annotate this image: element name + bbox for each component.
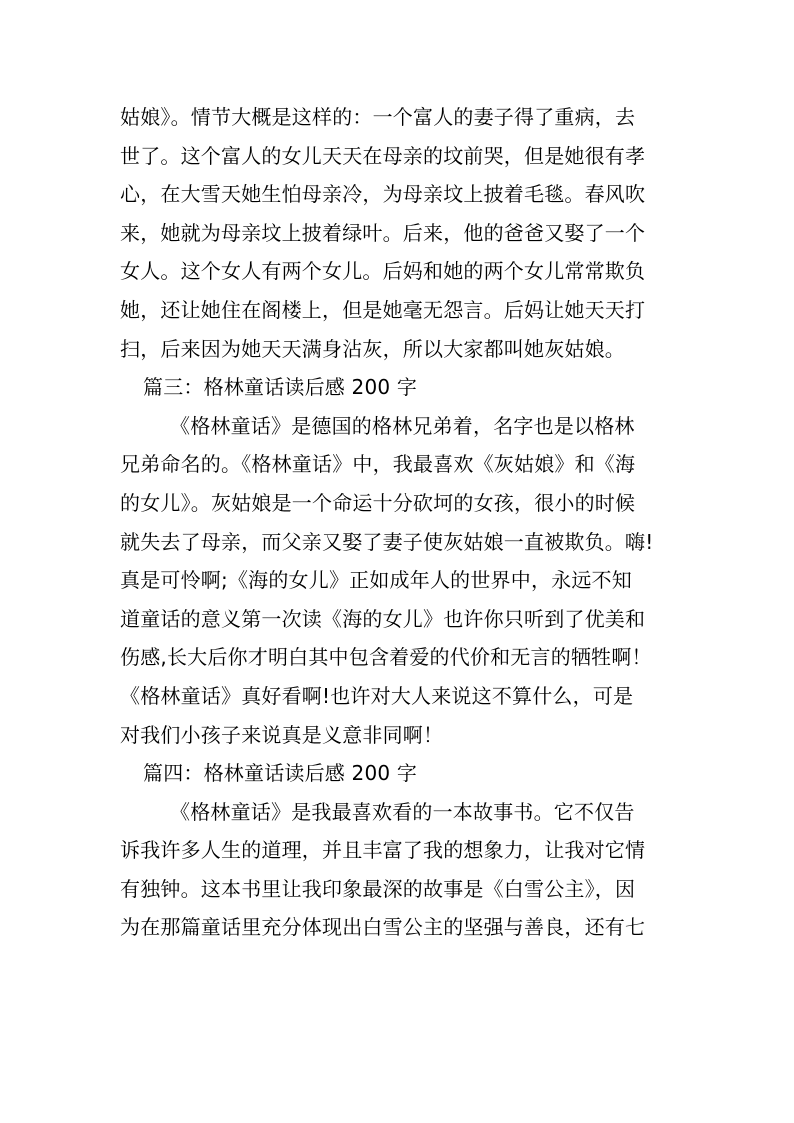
paragraph-line: 《格林童话》是德国的格林兄弟着，名字也是以格林	[170, 413, 635, 438]
paragraph-line: 道童话的意义第一次读《海的女儿》也许你只听到了优美和	[120, 606, 646, 631]
paragraph-line: 《格林童话》真好看啊!也许对大人来说这不算什么，可是	[120, 683, 634, 708]
paragraph-line: 诉我许多人生的道理，并且丰富了我的想象力，让我对它情	[120, 838, 646, 863]
paragraph-line: 兄弟命名的。《格林童话》中，我最喜欢《灰姑娘》和《海	[120, 452, 636, 477]
paragraph-line: 扫，后来因为她天天满身沾灰，所以大家都叫她灰姑娘。	[120, 336, 625, 361]
paragraph-line: 伤感,长大后你才明白其中包含着爱的代价和无言的牺牲啊！	[120, 645, 652, 670]
paragraph-line: 《格林童话》是我最喜欢看的一本故事书。它不仅告	[170, 799, 635, 824]
paragraph-line: 她，还让她住在阁楼上，但是她毫无怨言。后妈让她天天打	[120, 297, 646, 322]
section-heading-4: 篇四：格林童话读后感 200 字	[143, 761, 418, 786]
paragraph-line: 为在那篇童话里充分体现出白雪公主的坚强与善良，还有七	[120, 915, 646, 940]
paragraph-line: 对我们小孩子来说真是义意非同啊！	[120, 722, 444, 747]
document-page	[120, 98, 676, 947]
paragraph-line: 女人。这个女人有两个女儿。后妈和她的两个女儿常常欺负	[120, 259, 646, 284]
paragraph-line: 世了。这个富人的女儿天天在母亲的坟前哭，但是她很有孝	[120, 143, 646, 168]
paragraph-line: 姑娘》。情节大概是这样的：一个富人的妻子得了重病，去	[120, 105, 636, 129]
paragraph-line: 有独钟。这本书里让我印象最深的故事是《白雪公主》，因	[120, 876, 636, 901]
paragraph-line: 真是可怜啊;《海的女儿》正如成年人的世界中，永远不知	[120, 568, 632, 593]
paragraph-line: 来，她就为母亲坟上披着绿叶。后来，他的爸爸又娶了一个	[120, 220, 646, 245]
section-heading-3: 篇三：格林童话读后感 200 字	[143, 375, 418, 400]
paragraph-line: 就失去了母亲，而父亲又娶了妻子使灰姑娘一直被欺负。嗨!	[120, 529, 654, 554]
paragraph-line: 心，在大雪天她生怕母亲冷，为母亲坟上披着毛毯。春风吹	[120, 182, 646, 207]
paragraph-line: 的女儿》。灰姑娘是一个命运十分砍坷的女孩，很小的时候	[120, 490, 636, 515]
